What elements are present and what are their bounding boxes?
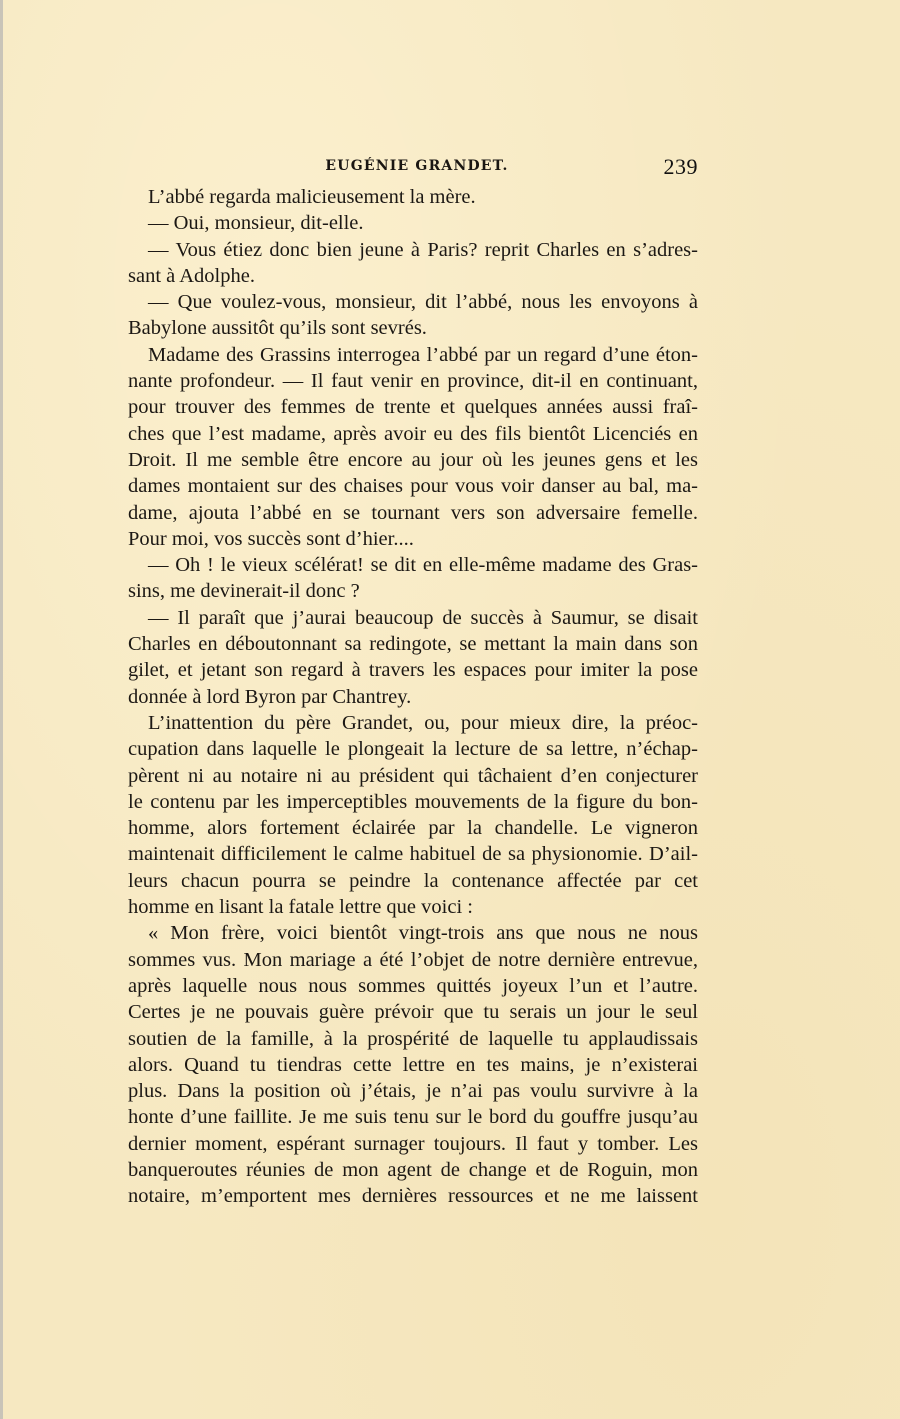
scan-edge — [0, 0, 3, 1419]
text-line: — Il paraît que j’aurai beaucoup de succès à Saumur, se disait — [148, 606, 698, 629]
page-number: 239 — [663, 154, 698, 179]
paragraph — [128, 237, 698, 290]
text-line: après laquelle nous nous sommes quittés joyeux l’un et l’autre. — [128, 974, 698, 997]
body-text — [128, 184, 698, 1210]
text-line: donnée à lord Byron par Chantrey. — [128, 685, 412, 708]
text-line: gilet, et jetant son regard à travers les espaces pour imiter la pose — [128, 659, 698, 682]
text-line: dames montaient sur des chaises pour vous voir danser au bal, ma- — [128, 475, 698, 498]
text-line: homme en lisant la fatale lettre que voici : — [128, 896, 473, 919]
text-line: honte d’une faillite. Je me suis tenu sur le bord du gouffre jusqu’au — [128, 1106, 698, 1129]
text-line: — Que voulez-vous, monsieur, dit l’abbé, nous les envoyons à — [148, 291, 698, 314]
text-line: notaire, m’emportent mes dernières ressources et ne me laissent — [128, 1185, 698, 1208]
text-line: L’abbé regarda malicieusement la mère. — [148, 186, 476, 208]
text-line: alors. Quand tu tiendras cette lettre en tes mains, je n’existerai — [128, 1053, 698, 1076]
text-line: cupation dans laquelle le plongeait la lecture de sa lettre, n’échap- — [128, 738, 698, 761]
paragraph — [128, 552, 698, 605]
text-line: dame, ajouta l’abbé en se tournant vers son adversaire femelle. — [128, 501, 698, 524]
text-line: L’inattention du père Grandet, ou, pour mieux dire, la préoc- — [148, 711, 698, 734]
text-line: sins, me devinerait-il donc ? — [128, 580, 360, 603]
text-line: Pour moi, vos succès sont d’hier.... — [128, 527, 414, 550]
text-line: pèrent ni au notaire ni au président qui tâchaient d’en conjecturer — [128, 764, 698, 787]
text-line: homme, alors fortement éclairée par la chandelle. Le vigneron — [128, 817, 698, 840]
running-head — [128, 156, 698, 180]
paragraph — [128, 210, 698, 236]
text-line: Charles en déboutonnant sa redingote, se mettant la main dans son — [128, 633, 698, 656]
text-line: plus. Dans la position où j’étais, je n’ai pas voulu survivre à la — [128, 1080, 698, 1103]
text-line: maintenait difficilement le calme habituel de sa physionomie. D’ail- — [128, 843, 698, 866]
text-line: « Mon frère, voici bientôt vingt-trois ans que nous ne nous — [148, 922, 698, 945]
text-line: le contenu par les imperceptibles mouvements de la figure du bon- — [128, 790, 698, 813]
text-line: Madame des Grassins interrogea l’abbé par un regard d’une éton- — [148, 343, 698, 366]
text-line: ches que l’est madame, après avoir eu des fils bientôt Licenciés en — [128, 422, 698, 445]
paragraph — [128, 710, 698, 920]
text-line: Certes je ne pouvais guère prévoir que tu serais un jour le seul — [128, 1001, 698, 1024]
paragraph — [128, 920, 698, 1209]
text-line: sant à Adolphe. — [128, 264, 255, 287]
text-line: sommes vus. Mon mariage a été l’objet de notre dernière entrevue, — [128, 948, 698, 971]
text-line: Babylone aussitôt qu’ils sont sevrés. — [128, 317, 427, 340]
running-title: EUGÉNIE GRANDET. — [325, 158, 509, 174]
paragraph — [128, 184, 698, 210]
text-line: — Oh ! le vieux scélérat! se dit en elle-même madame des Gras- — [148, 554, 698, 577]
paragraph — [128, 289, 698, 342]
paragraph — [128, 605, 698, 710]
text-line: nante profondeur. — Il faut venir en province, dit-il en continuant, — [128, 370, 698, 393]
text-line: leurs chacun pourra se peindre la contenance affectée par cet — [128, 869, 698, 892]
text-line: soutien de la famille, à la prospérité de laquelle tu applaudissais — [128, 1027, 698, 1050]
text-line: — Vous étiez donc bien jeune à Paris? reprit Charles en s’adres- — [148, 238, 698, 261]
paragraph — [128, 342, 698, 552]
text-line: Droit. Il me semble être encore au jour où les jeunes gens et les — [128, 448, 698, 471]
text-line: dernier moment, espérant surnager toujours. Il faut y tomber. Les — [128, 1132, 698, 1155]
text-line: — Oui, monsieur, dit-elle. — [148, 212, 364, 235]
text-line: pour trouver des femmes de trente et quelques années aussi fraî- — [128, 396, 698, 419]
text-line: banqueroutes réunies de mon agent de change et de Roguin, mon — [128, 1158, 698, 1181]
